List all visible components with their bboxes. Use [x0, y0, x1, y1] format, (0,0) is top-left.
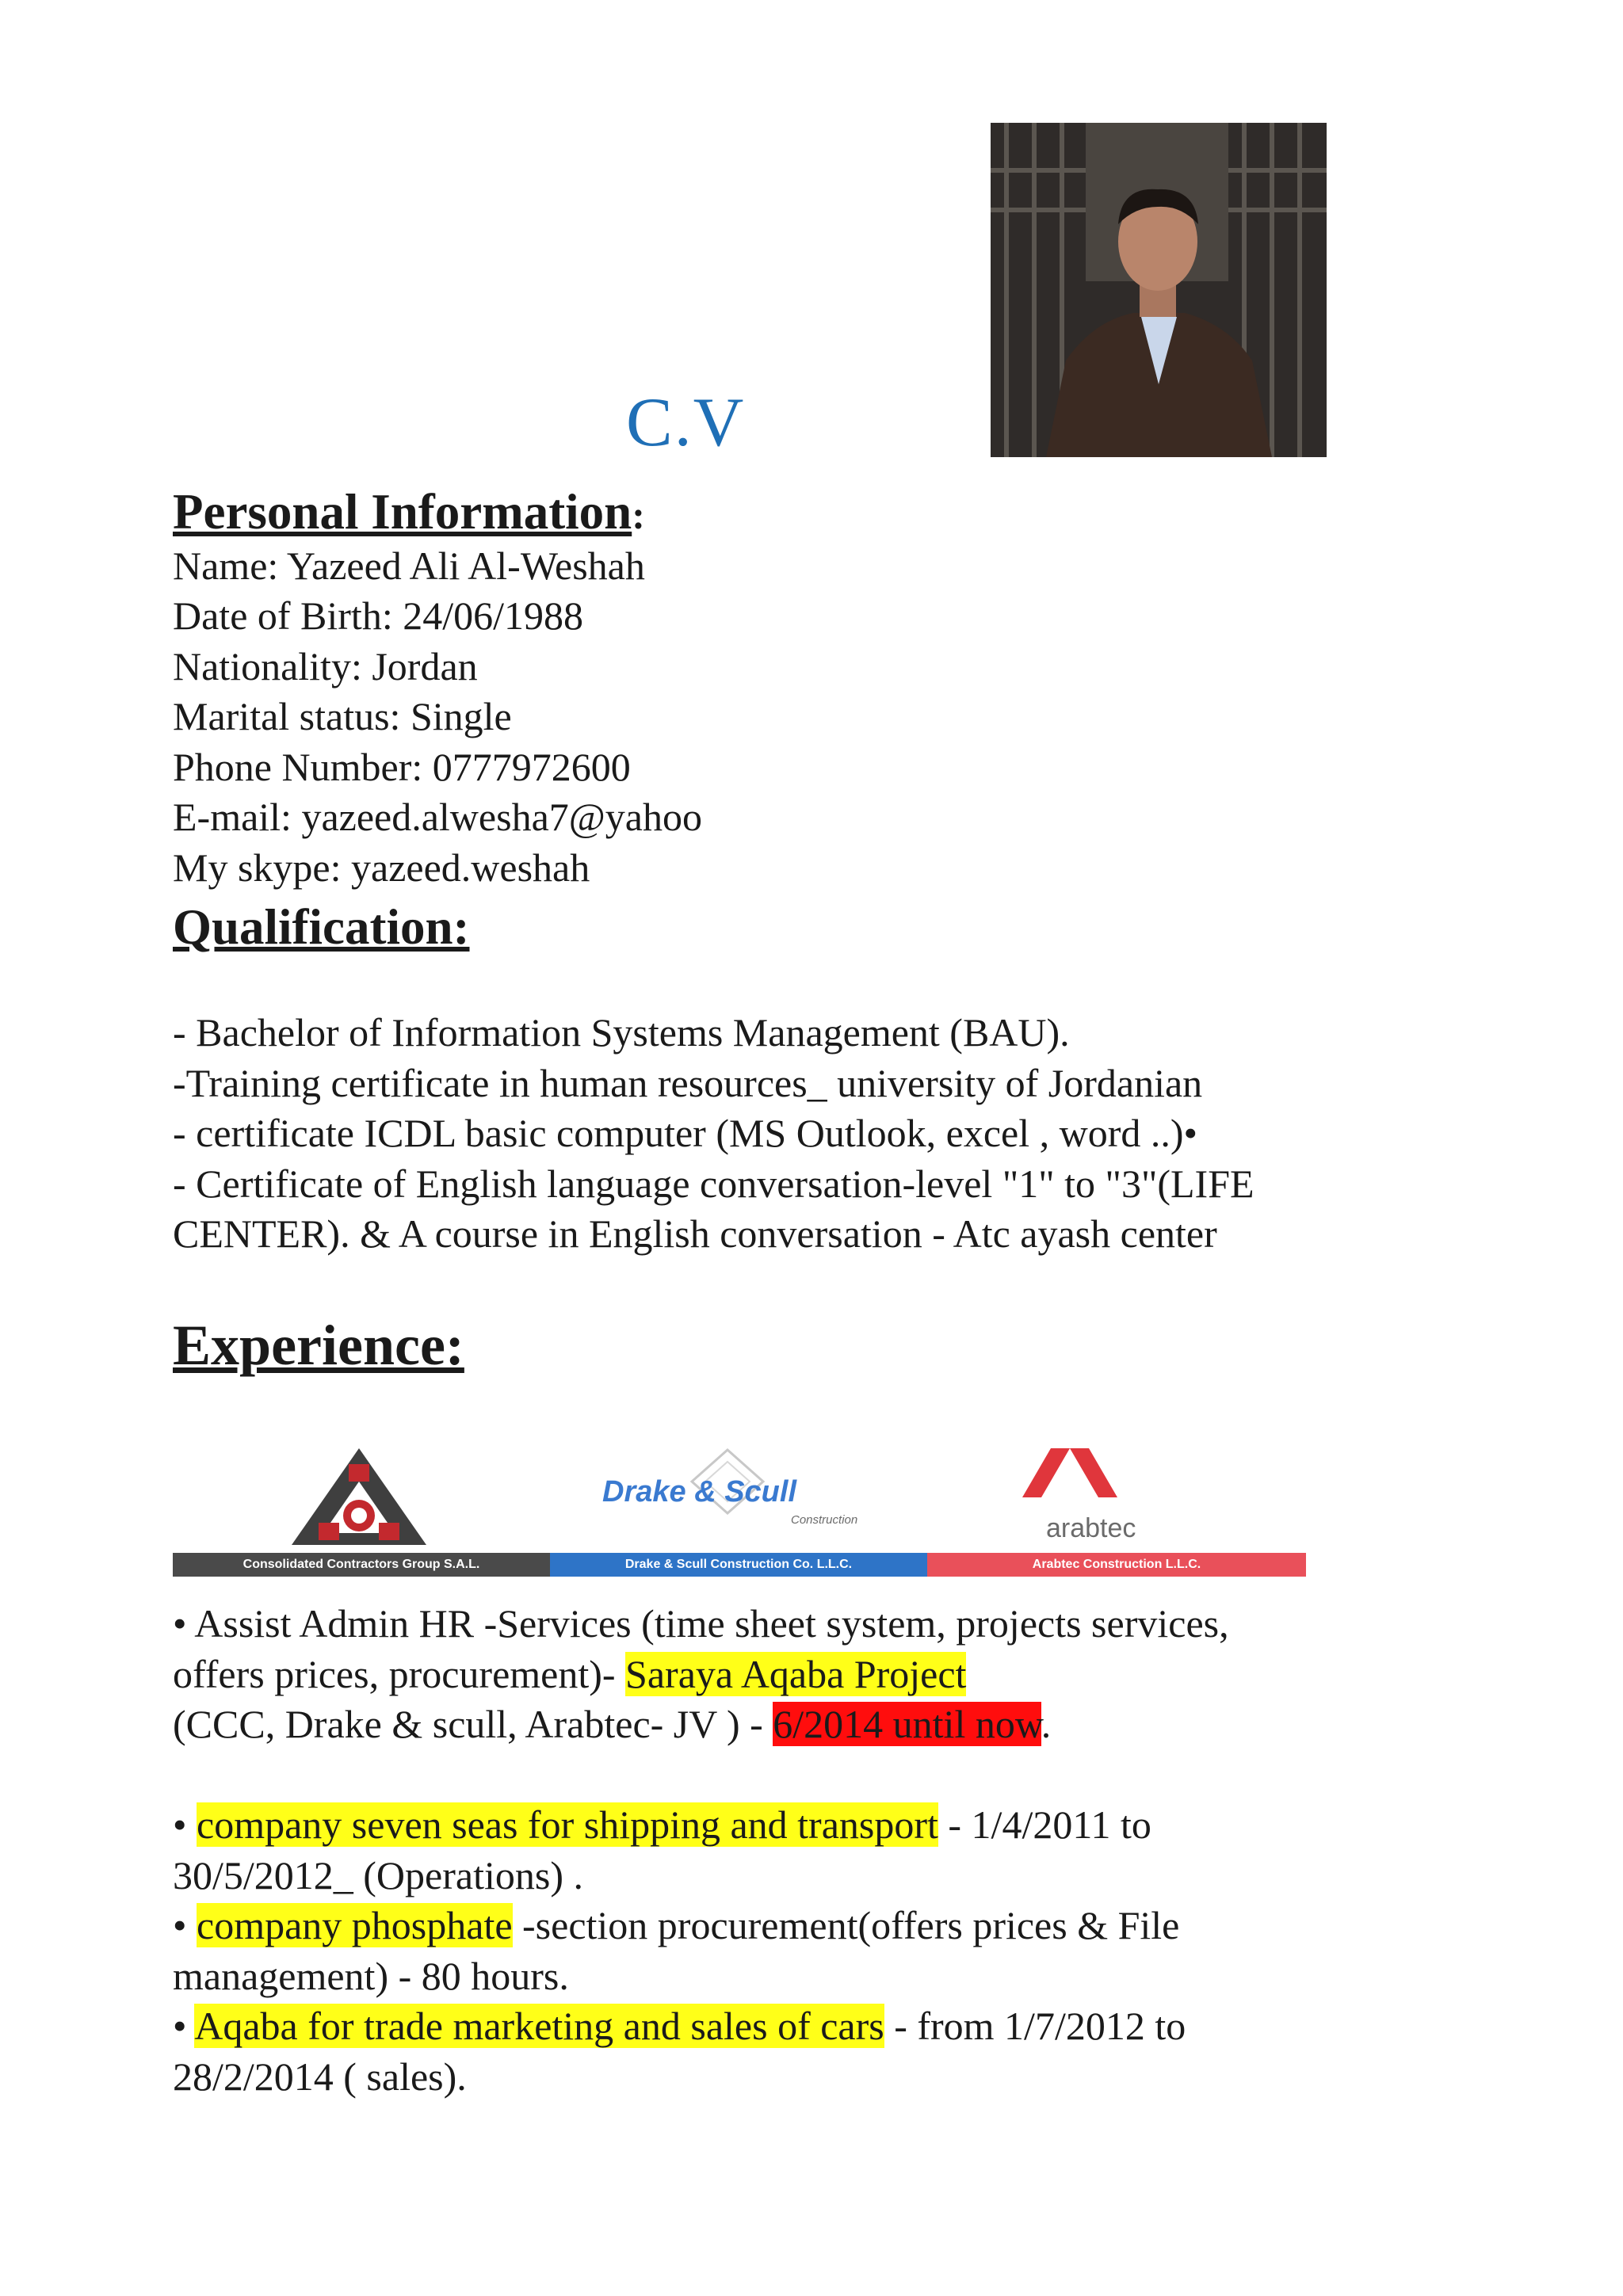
marital-status-line: Marital status: Single: [173, 694, 512, 738]
experience-item-1-line-2: [173, 1650, 1472, 1700]
experience-item-3-line-1: [173, 1901, 1472, 1951]
company-highlight: company phosphate: [197, 1903, 513, 1947]
arabtec-caption-bar: Arabtec Construction L.L.C.: [927, 1553, 1306, 1577]
qualification-item: -Training certificate in human resources_ university of Jordanian: [173, 1060, 1203, 1105]
experience-item-1-text: (CCC, Drake & scull, Arabtec- JV ) -: [173, 1702, 773, 1746]
experience-item-1-period: .: [1041, 1702, 1052, 1746]
qualification-section: [173, 1008, 1472, 1260]
ccc-caption-bar: Consolidated Contractors Group S.A.L.: [173, 1553, 550, 1577]
experience-item-2-line-2: 30/5/2012_ (Operations) .: [173, 1852, 583, 1897]
date-highlight: 6/2014 until now: [773, 1702, 1041, 1746]
company-highlight: company seven seas for shipping and transport: [197, 1802, 938, 1847]
experience-item-4-text: - from 1/7/2012 to: [884, 2004, 1186, 2048]
experience-item-3-line-2: management) - 80 hours.: [173, 1953, 569, 1998]
qualification-item: CENTER). & A course in English conversation - Atc ayash center: [173, 1211, 1217, 1256]
company-logos-banner: [173, 1434, 1306, 1578]
experience-item-1-line-3: [173, 1699, 1472, 1750]
bullet: •: [173, 1802, 197, 1847]
experience-item-3-text: -section procurement(offers prices & File: [512, 1903, 1180, 1947]
qualification-item: - certificate ICDL basic computer (MS Outlook, excel , word ..)•: [173, 1111, 1198, 1155]
phone-line: Phone Number: 0777972600: [173, 744, 631, 789]
qualification-item: - Bachelor of Information Systems Management (BAU).: [173, 1010, 1070, 1055]
personal-info-section: [173, 485, 702, 893]
experience-list: [173, 1599, 1472, 2102]
skype-line: My skype: yazeed.weshah: [173, 845, 590, 890]
experience-item-4-line-1: [173, 2001, 1472, 2052]
personal-info-heading-row: [173, 485, 702, 541]
nationality-line: Nationality: Jordan: [173, 643, 478, 688]
qualification-item: - Certificate of English language conversation-level "1" to "3"(LIFE: [173, 1161, 1254, 1206]
experience-item-2-line-1: [173, 1800, 1472, 1851]
arabtec-name: arabtec: [1046, 1513, 1136, 1543]
qualification-heading: Qualification:: [173, 899, 470, 955]
experience-item-2-text: - 1/4/2011 to: [938, 1802, 1151, 1847]
ccc-logo: [292, 1448, 426, 1545]
company-highlight: Aqaba for trade marketing and sales of cars: [194, 2004, 884, 2048]
experience-item-1-line-1: • Assist Admin HR -Services (time sheet system, projects services,: [173, 1601, 1229, 1646]
spacer: [173, 1750, 1472, 1801]
experience-heading: Experience:: [173, 1314, 464, 1377]
cv-title: C.V: [626, 384, 746, 461]
profile-photo-image: [991, 123, 1327, 457]
name-line: Name: Yazeed Ali Al-Weshah: [173, 543, 645, 588]
personal-info-heading-colon: :: [632, 493, 645, 537]
experience-item-1-text: offers prices, procurement)-: [173, 1651, 626, 1696]
drake-scull-caption-bar: Drake & Scull Construction Co. L.L.C.: [550, 1553, 927, 1577]
bullet: •: [173, 2004, 195, 2048]
personal-info-heading: Personal Information: [173, 484, 632, 540]
profile-photo: [991, 123, 1327, 457]
drake-scull-subtitle: Construction: [791, 1513, 858, 1527]
email-line: E-mail: yazeed.alwesha7@yahoo: [173, 795, 702, 839]
dob-line: Date of Birth: 24/06/1988: [173, 593, 583, 638]
arabtec-logo-mark: [1022, 1448, 1117, 1497]
experience-item-4-line-2: 28/2/2014 ( sales).: [173, 2054, 467, 2099]
bullet: •: [173, 1903, 197, 1947]
project-highlight: Saraya Aqaba Project: [625, 1651, 967, 1696]
drake-scull-name: Drake & Scull: [602, 1475, 796, 1508]
